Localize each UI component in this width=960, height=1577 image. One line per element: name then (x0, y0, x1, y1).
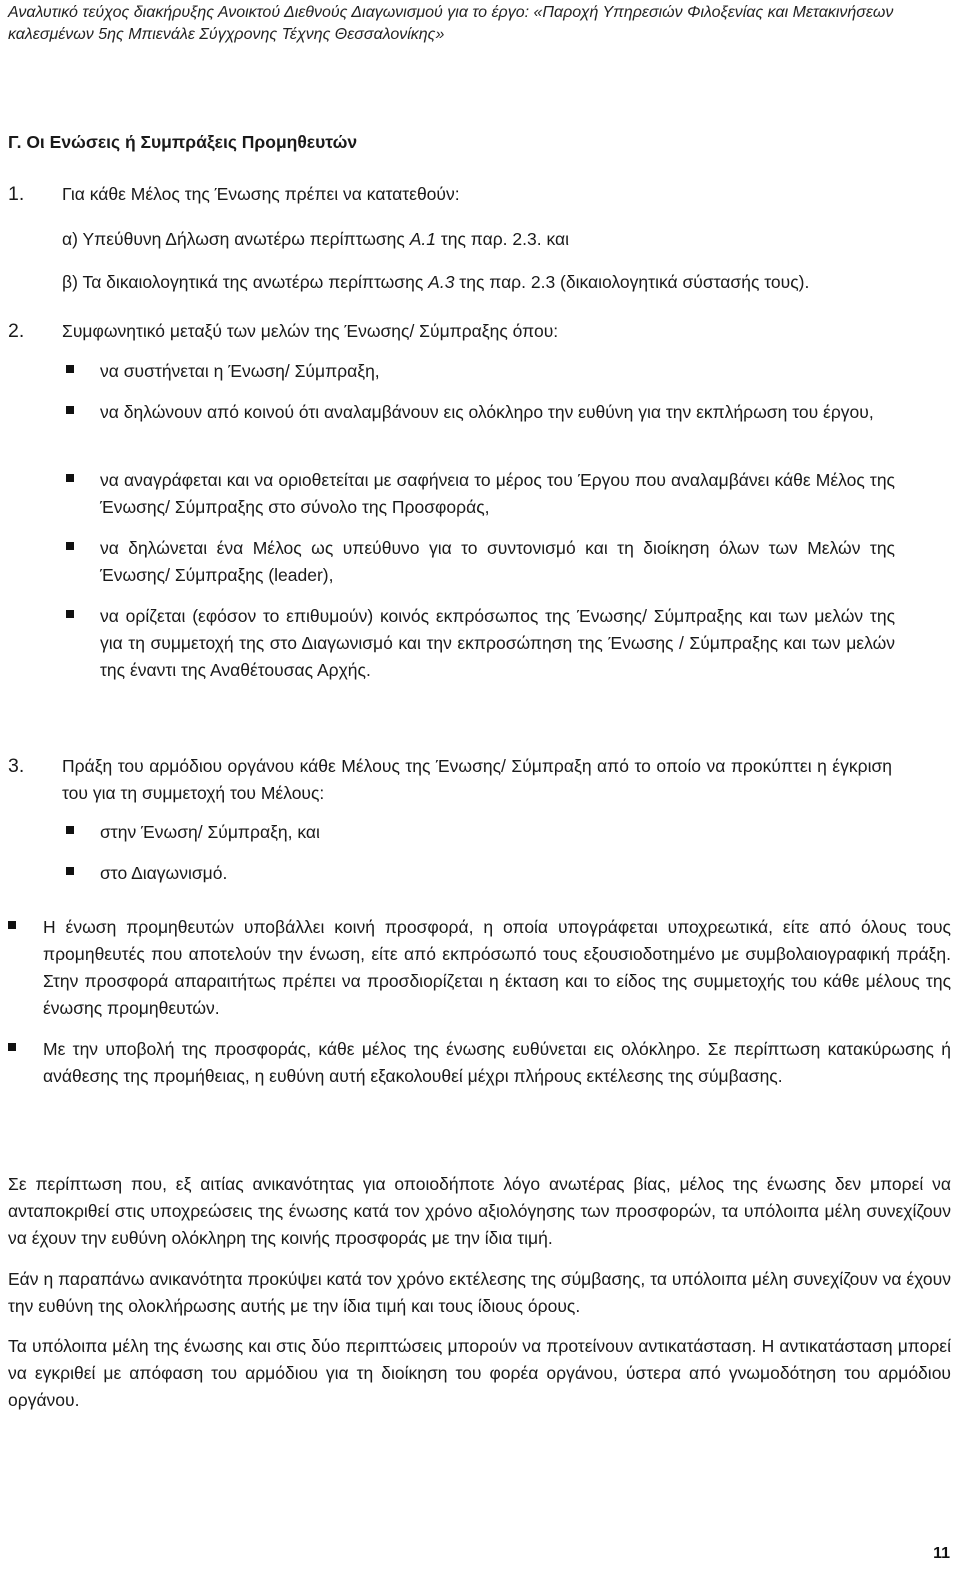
bullet-marker (8, 1043, 16, 1051)
item-1-sub-a-ref: Α.1 (409, 229, 436, 249)
item-1-sub-a-suffix: της παρ. 2.3. και (435, 229, 569, 249)
item-1-number: 1. (8, 183, 25, 205)
item-1-sub-b-suffix: της παρ. 2.3 (δικαιολογητικά σύστασής τους). (454, 272, 810, 292)
item-1-sub-b-prefix: β) Τα δικαιολογητικά της ανωτέρω περίπτωσης (62, 272, 429, 292)
paragraph-2: Εάν η παραπάνω ανικανότητα προκύψει κατά τον χρόνο εκτέλεσης της σύμβασης, τα υπόλοιπα μέλη συνεχίζουν να έχουν την ευθύνη της ολοκλήρωσης αυτής με την ίδια τιμή και τους ίδιους όρους. (8, 1269, 951, 1316)
running-header-line-1 (8, 2, 953, 24)
item-2-bullet-1: να συστήνεται η Ένωση/ Σύμπραξη, (100, 361, 380, 381)
paragraph-3: Τα υπόλοιπα μέλη της ένωσης και στις δύο περιπτώσεις μπορούν να προτείνουν αντικατάσταση. Η αντικατάσταση μπορεί να εγκριθεί με απόφαση του αρμόδιου για τη διοίκηση του φορέα οργάνου, ύστερα από γνωμοδότηση του αρμόδιου οργάνου. (8, 1336, 951, 1410)
item-2-number: 2. (8, 320, 25, 342)
item-3-text: Πράξη του αρμόδιου οργάνου κάθε Μέλους της Ένωσης/ Σύμπραξη από το οποίο να προκύπτει η έγκριση του για τη συμμετοχή του Μέλους: (62, 756, 892, 803)
item-1-text: Για κάθε Μέλος της Ένωσης πρέπει να κατατεθούν: (62, 184, 460, 204)
bullet-marker (66, 610, 74, 618)
header-quote-close: » (435, 26, 445, 43)
paragraph-1: Σε περίπτωση που, εξ αιτίας ανικανότητας για οποιοδήποτε λόγο ανωτέρας βίας, μέλος της ένωσης δεν μπορεί να ανταποκριθεί στις υποχρεώσεις της ένωσης κατά τον χρόνο αξιολόγησης των προσφορών, τα υπόλοιπα μέλη συνεχίζουν να έχουν την ευθύνη ολόκληρη της κοινής προσφοράς με την ίδια τιμή. (8, 1174, 951, 1248)
item-2-bullet-4: να δηλώνεται ένα Μέλος ως υπεύθυνο για το συντονισμό και τη διοίκηση όλων των Μελών της Ένωσης/ Σύμπραξης (leader), (100, 538, 895, 585)
bullet-marker (66, 542, 74, 550)
header-project-title-cont: καλεσμένων 5ης Μπιενάλε Σύγχρονης Τέχνης Θεσσαλονίκης (8, 26, 436, 43)
item-1-sub-a (62, 226, 569, 253)
item-2-bullet-5: να ορίζεται (εφόσον το επιθυμούν) κοινός εκπρόσωπος της Ένωσης/ Σύμπραξης και των μελών της για τη συμμετοχή της στο Διαγωνισμό και την εκπροσώπηση της Ένωσης / Σύμπραξης και των μελών της έναντι της Αναθέτουσας Αρχής. (100, 606, 895, 680)
item-2-bullet-3: να αναγράφεται και να οριοθετείται με σαφήνεια το μέρος του Έργου που αναλαμβάνει κάθε Μέλος της Ένωσης/ Σύμπραξης στο σύνολο της Προσφοράς, (100, 470, 895, 517)
item-1-sub-a-prefix: α) Υπεύθυνη Δήλωση ανωτέρω περίπτωσης (62, 229, 410, 249)
item-3-number: 3. (8, 755, 25, 777)
header-project-title: Παροχή Υπηρεσιών Φιλοξενίας και Μετακινήσεων (542, 4, 894, 21)
bullet-marker (8, 921, 16, 929)
item-3-bullet-1: στην Ένωση/ Σύμπραξη, και (100, 822, 320, 842)
header-plain-text: Αναλυτικό τεύχος διακήρυξης Ανοικτού Διεθνούς Διαγωνισμού για το έργο: « (8, 4, 543, 21)
item-2-text: Συμφωνητικό μεταξύ των μελών της Ένωσης/ Σύμπραξης όπου: (62, 321, 559, 341)
outer-bullet-1: Η ένωση προμηθευτών υποβάλλει κοινή προσφορά, η οποία υπογράφεται υποχρεωτικά, είτε από όλους τους προμηθευτές που αποτελούν την ένωση, είτε από εκπρόσωπό τους εξουσιοδοτημένο με συμβολαιογραφική πράξη. Στην προσφορά απαραιτήτως πρέπει να προσδιορίζεται η έκταση και το είδος της συμμετοχής του κάθε μέλους της ένωσης προμηθευτών. (43, 917, 951, 1018)
bullet-marker (66, 365, 74, 373)
item-3-bullet-2: στο Διαγωνισμό. (100, 863, 228, 883)
section-title: Γ. Οι Ενώσεις ή Συμπράξεις Προμηθευτών (8, 132, 358, 152)
outer-bullet-2: Με την υποβολή της προσφοράς, κάθε μέλος της ένωσης ευθύνεται εις ολόκληρο. Σε περίπτωση κατακύρωσης ή ανάθεσης της προμήθειας, η ευθύνη αυτή εξακολουθεί μέχρι πλήρους εκτέλεσης της σύμβασης. (43, 1039, 951, 1086)
page-number: 11 (933, 1545, 950, 1562)
item-1-sub-b-ref: Α.3 (428, 272, 455, 292)
item-1-sub-b (62, 269, 809, 296)
bullet-marker (66, 406, 74, 414)
bullet-marker (66, 826, 74, 834)
running-header-line-2 (8, 24, 953, 46)
bullet-marker (66, 867, 74, 875)
item-2-bullet-2: να δηλώνουν από κοινού ότι αναλαμβάνουν εις ολόκληρο την ευθύνη για την εκπλήρωση του έργου, (100, 402, 874, 422)
bullet-marker (66, 474, 74, 482)
